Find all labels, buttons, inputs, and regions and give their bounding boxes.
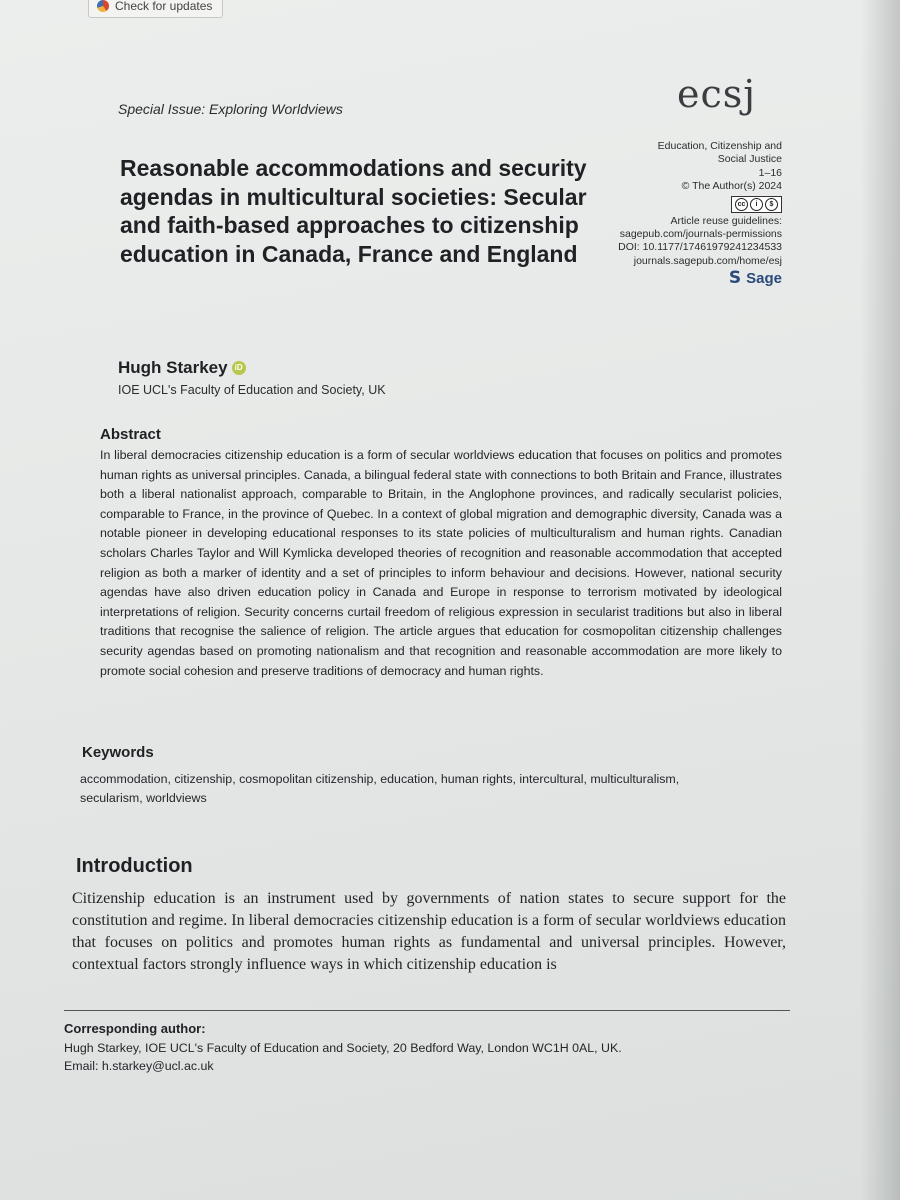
keywords-heading: Keywords xyxy=(82,744,154,761)
sage-logo-icon: S xyxy=(728,268,742,289)
page-range: 1–16 xyxy=(758,166,782,179)
publisher-name: Sage xyxy=(746,270,782,288)
reuse-label: Article reuse guidelines: xyxy=(670,214,782,227)
journal-name-line2: Social Justice xyxy=(717,153,782,166)
corresponding-author-address: Hugh Starkey, IOE UCL's Faculty of Education and Society, 20 Bedford Way, London WC1H 0AL, UK. xyxy=(64,1041,622,1055)
corresponding-author-email[interactable]: Email: h.starkey@ucl.ac.uk xyxy=(64,1059,214,1073)
journal-logo: ecsj xyxy=(677,72,757,116)
introduction-text: Citizenship education is an instrument used by governments of nation states to secure support for the constitution and regime. In liberal democracies citizenship education is a form of secular worldviews education that focuses on politics and promotes human rights as fundamental and universal principles. However, contextual factors strongly influence ways in which citizenship education is xyxy=(72,890,786,973)
publisher-logo xyxy=(610,268,782,289)
check-for-updates-badge[interactable] xyxy=(88,0,223,18)
keywords-text: accommodation, citizenship, cosmopolitan citizenship, education, human rights, intercultural, multiculturalism, secularism, worldviews xyxy=(80,772,680,805)
abstract-heading: Abstract xyxy=(100,426,161,443)
journal-name-line1: Education, Citizenship and xyxy=(657,140,782,152)
page-shadow xyxy=(860,0,900,1200)
author-line xyxy=(118,358,246,378)
special-issue-label: Special Issue: Exploring Worldviews xyxy=(118,101,343,117)
corresponding-author-heading: Corresponding author: xyxy=(64,1021,206,1036)
crossmark-icon xyxy=(97,0,109,12)
author-affiliation: IOE UCL's Faculty of Education and Society, UK xyxy=(118,383,386,397)
introduction-heading: Introduction xyxy=(76,855,193,877)
journal-link[interactable]: journals.sagepub.com/home/esj xyxy=(633,254,782,267)
orcid-icon[interactable]: iD xyxy=(232,361,246,375)
copyright-line: © The Author(s) 2024 xyxy=(681,180,782,193)
check-for-updates-label: Check for updates xyxy=(115,0,213,13)
footnote-divider xyxy=(64,1010,790,1011)
article-metadata xyxy=(610,140,782,289)
abstract-text: In liberal democracies citizenship education is a form of secular worldviews education that focuses on politics and promotes human rights as universal principles. Canada, a bilingual federal state with connections to both Britain and France, illustrates both a liberal nationalist approach, comparable to Britain, in the Anglophone provinces, and radically secularist policies, comparable to France, in the province of Quebec. In a context of global migration and demographic diversity, Canada was a notable pioneer in developing educational responses to its state policies of multiculturalism and human rights. Canadian scholars Charles Taylor and Will Kymlicka developed theories of recognition and reasonable accommodation that accepted religion as both a marker of identity and a set of principles to inform behaviour and decisions. However, national security agendas have also driven education policy in Canada and Europe in response to terrorism motivated by ideological interpretations of religion. Security concerns curtail freedom of religious expression in secularist traditions but also in liberal traditions that recognise the salience of religion. The article argues that education for cosmopolitan citizenship challenges security agendas based on promoting nationalism and that recognition and reasonable accommodation are more likely to promote social cohesion and preserve traditions of democracy and human rights. xyxy=(100,448,782,678)
author-name: Hugh Starkey xyxy=(118,358,228,377)
article-title: Reasonable accommodations and security agendas in multicultural societies: Secular and faith-based approaches to citizenship education in Canada, France and England xyxy=(120,155,587,267)
doi-line[interactable]: DOI: 10.1177/17461979241234533 xyxy=(618,241,782,254)
creative-commons-icon: cc i $ xyxy=(731,196,782,213)
reuse-link[interactable]: sagepub.com/journals-permissions xyxy=(619,228,782,241)
